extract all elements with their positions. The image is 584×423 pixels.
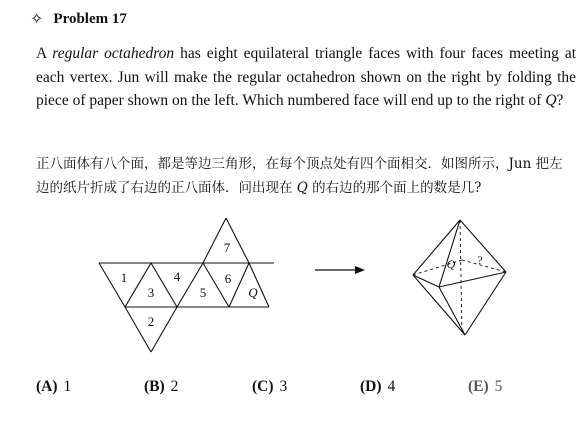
choice-a[interactable]: (A) 1: [36, 378, 72, 395]
octahedron-diagram: [413, 220, 506, 335]
choice-b[interactable]: (B) 2: [144, 378, 179, 395]
net-face-1: 1: [120, 270, 128, 285]
problem-title: Problem 17: [53, 10, 127, 27]
net-face-5: 5: [199, 285, 207, 300]
problem-text-chinese: 正八面体有八个面，都是等边三角形，在每个顶点处有四个面相交．如图所示，Jun 把左边的纸片折成了右边的正八面体．问出现在 Q 的右边的那个面上的数是几?: [36, 156, 563, 196]
face-q-ref: Q: [545, 92, 557, 109]
term-regular-octahedron: regular octahedron: [52, 45, 175, 62]
answer-choices: [36, 378, 576, 396]
octa-face-q: Q: [446, 257, 456, 271]
net-face-2: 2: [147, 314, 155, 329]
choice-c[interactable]: (C) 3: [252, 378, 288, 395]
choice-e[interactable]: (E) 5: [468, 378, 503, 395]
octa-face-unknown: ?: [477, 253, 483, 267]
star-icon: ✧: [30, 11, 44, 28]
problem-text-english: A regular octahedron has eight equilateral triangle faces with four faces meeting at each vertex. Jun will make the regular octahedron shown on the right by folding the piece of paper shown on the left. Which numbered face will end up to the right of Q?: [36, 45, 577, 109]
face-q-ref-zh: Q: [296, 180, 308, 196]
net-face-7: 7: [223, 240, 231, 255]
net-face-3: 3: [147, 285, 155, 300]
choice-d[interactable]: (D) 4: [360, 378, 396, 395]
net-face-4: 4: [173, 269, 181, 284]
net-face-q: Q: [248, 285, 258, 300]
net-face-6: 6: [224, 271, 232, 286]
arrow-right-icon: [315, 266, 365, 274]
